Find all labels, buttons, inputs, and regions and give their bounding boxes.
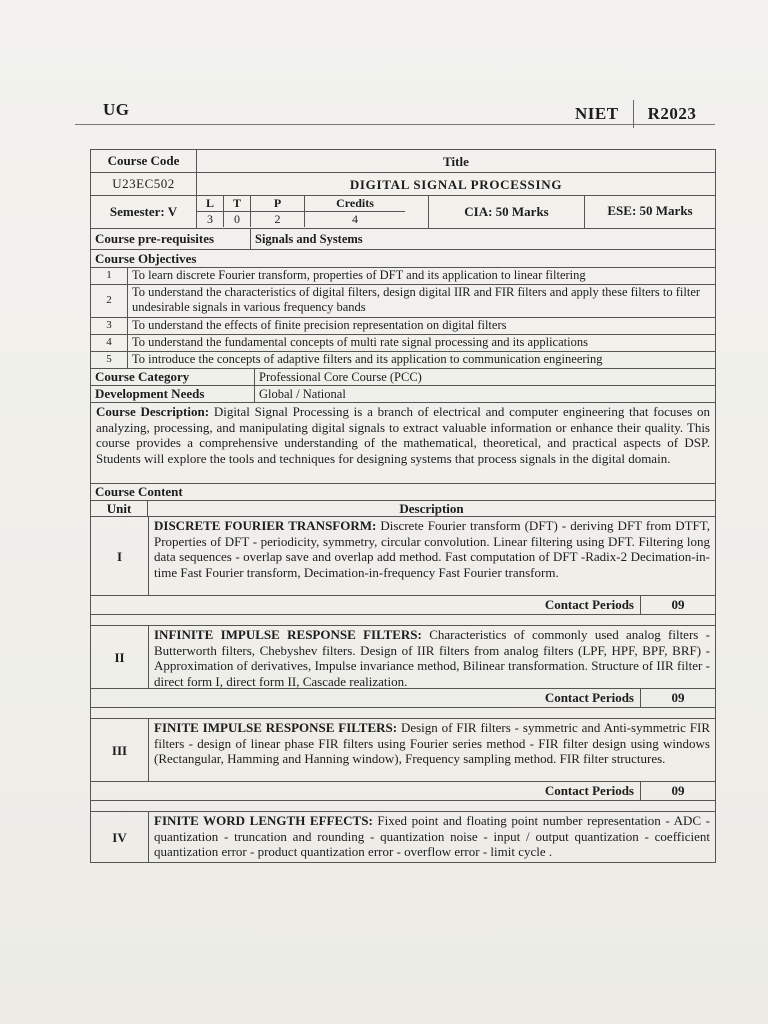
ltp-header-p: P	[251, 196, 305, 212]
objective-text: To understand the effects of finite precision representation on digital filters	[132, 318, 507, 332]
unit-body: Design of FIR filters - symmetric and Anti-symmetric FIR filters - design of linear phase FIR filters using Fourier series method - FIR filter design using windows (Rectangular, Hamming and Hanning window), Frequency sampling method. FIR filter structures.	[154, 720, 711, 766]
contact-periods-row	[90, 782, 716, 801]
contact-periods-value: 09	[671, 597, 685, 612]
unit-number: IV	[91, 812, 149, 862]
content-header-row	[90, 484, 716, 501]
unit-description	[149, 812, 715, 862]
unit-row	[90, 626, 716, 689]
objective-number: 2	[91, 285, 128, 317]
prereq-row	[90, 229, 716, 250]
objectives-header-row	[90, 250, 716, 268]
code-title-header-row	[90, 149, 716, 173]
needs-value: Global / National	[259, 387, 346, 401]
unit-row	[90, 517, 716, 596]
unit-title: INFINITE IMPULSE RESPONSE FILTERS:	[154, 627, 422, 642]
ltp-header-t: T	[224, 196, 251, 212]
unit-body: Characteristics of commonly used analog filters - Butterworth filters, Chebyshev filters. Design of IIR filters from analog filters (LPF, HPF, BPF, BRF) - Approximation of derivatives, Impulse invariance method, Bilinear transformation. Structure of IIR filter - direct form I, direct form II, Cascade realization.	[154, 627, 711, 689]
unit-number: II	[91, 626, 149, 688]
header-rule	[75, 124, 715, 125]
contact-periods-value: 09	[671, 783, 685, 798]
unit-description	[149, 719, 715, 781]
row-spacer	[90, 708, 716, 719]
objective-row	[90, 352, 716, 369]
objective-row	[90, 285, 716, 318]
contact-periods-label: Contact Periods	[539, 596, 641, 614]
category-label: Course Category	[91, 369, 255, 385]
ltp-value-p: 2	[251, 212, 305, 227]
ltp-credits	[197, 196, 429, 228]
objective-text: To understand the fundamental concepts of multi rate signal processing and its applications	[132, 335, 588, 349]
row-spacer	[90, 801, 716, 812]
objectives-label: Course Objectives	[95, 251, 197, 266]
contact-periods-label: Contact Periods	[539, 689, 641, 707]
unit-header-row	[90, 501, 716, 517]
syllabus-table	[90, 149, 716, 863]
header-regulation: R2023	[647, 104, 697, 123]
course-description	[91, 403, 715, 483]
unit-number: I	[91, 517, 149, 595]
ltp-value-credits: 4	[352, 212, 358, 226]
unit-title: FINITE IMPULSE RESPONSE FILTERS:	[154, 720, 398, 735]
prereq-value: Signals and Systems	[255, 232, 363, 246]
unit-title: FINITE WORD LENGTH EFFECTS:	[154, 813, 373, 828]
objective-row	[90, 335, 716, 352]
semester-row	[90, 196, 716, 229]
objective-text: To introduce the concepts of adaptive filters and its application to communication engineering	[132, 352, 603, 366]
unit-body: Fixed point and floating point number representation - ADC - quantization - truncation and rounding - quantization noise - input / output quantization - coefficient quantization error - product quantization error - overflow error - limit cycle .	[154, 813, 710, 859]
course-title: DIGITAL SIGNAL PROCESSING	[349, 177, 563, 192]
row-spacer	[90, 615, 716, 626]
unit-row	[90, 812, 716, 863]
contact-periods-row	[90, 596, 716, 615]
description-column-header: Description	[399, 501, 464, 516]
ltp-header-l: L	[197, 196, 224, 212]
needs-label: Development Needs	[91, 386, 255, 402]
unit-description	[149, 517, 715, 595]
category-row	[90, 369, 716, 386]
semester: Semester: V	[91, 196, 197, 228]
objective-number: 5	[91, 352, 128, 368]
ltp-value-l: 3	[197, 212, 224, 227]
unit-number: III	[91, 719, 149, 781]
code-title-row	[90, 173, 716, 196]
course-code: U23EC502	[91, 173, 197, 195]
needs-row	[90, 386, 716, 403]
prereq-label: Course pre-requisites	[91, 229, 251, 249]
unit-title: DISCRETE FOURIER TRANSFORM:	[154, 518, 377, 533]
unit-column-header: Unit	[91, 501, 148, 516]
objective-row	[90, 268, 716, 285]
objective-number: 3	[91, 318, 128, 334]
objective-number: 1	[91, 268, 128, 284]
ltp-value-t: 0	[224, 212, 251, 227]
description-row	[90, 403, 716, 484]
unit-description	[149, 626, 715, 688]
contact-periods-label: Contact Periods	[539, 782, 641, 800]
objective-row	[90, 318, 716, 335]
cia-marks: CIA: 50 Marks	[429, 196, 585, 228]
objective-text: To understand the characteristics of digital filters, design digital IIR and FIR filters and apply these filters to filter undesirable signals in various frequency bands	[132, 285, 701, 314]
description-text: Digital Signal Processing is a branch of electrical and computer engineering that focuses on analyzing, processing, and manipulating digital signals to extract valuable information or enhance their quality. This course provides a comprehensive understanding of the mathematical, theoretical, and practical aspects of DSP. Students will explore the tools and techniques for designing systems that process signals in the digital domain.	[96, 404, 711, 466]
objective-number: 4	[91, 335, 128, 351]
title-label: Title	[443, 154, 469, 169]
objective-text: To learn discrete Fourier transform, properties of DFT and its application to linear filtering	[132, 268, 586, 282]
header-program: UG	[103, 100, 130, 119]
unit-body: Discrete Fourier transform (DFT) - deriving DFT from DTFT, Properties of DFT - periodicity, symmetry, circular convolution. Linear filtering using DFT. Filtering long data sequences - overlap save and overlap add method. Fast computation of DFT -Radix-2 Decimation-in-time Fast Fourier transform, Decimation-in-frequency Fast Fourier transform.	[154, 518, 710, 580]
header-institute: NIET	[575, 104, 619, 123]
contact-periods-value: 09	[671, 690, 685, 705]
ese-marks: ESE: 50 Marks	[607, 203, 693, 218]
course-code-label: Course Code	[91, 150, 197, 172]
contact-periods-row	[90, 689, 716, 708]
category-value: Professional Core Course (PCC)	[259, 370, 422, 384]
unit-row	[90, 719, 716, 782]
content-label: Course Content	[95, 484, 183, 499]
description-label: Course Description:	[96, 404, 210, 419]
ltp-header-credits: Credits	[305, 196, 405, 212]
